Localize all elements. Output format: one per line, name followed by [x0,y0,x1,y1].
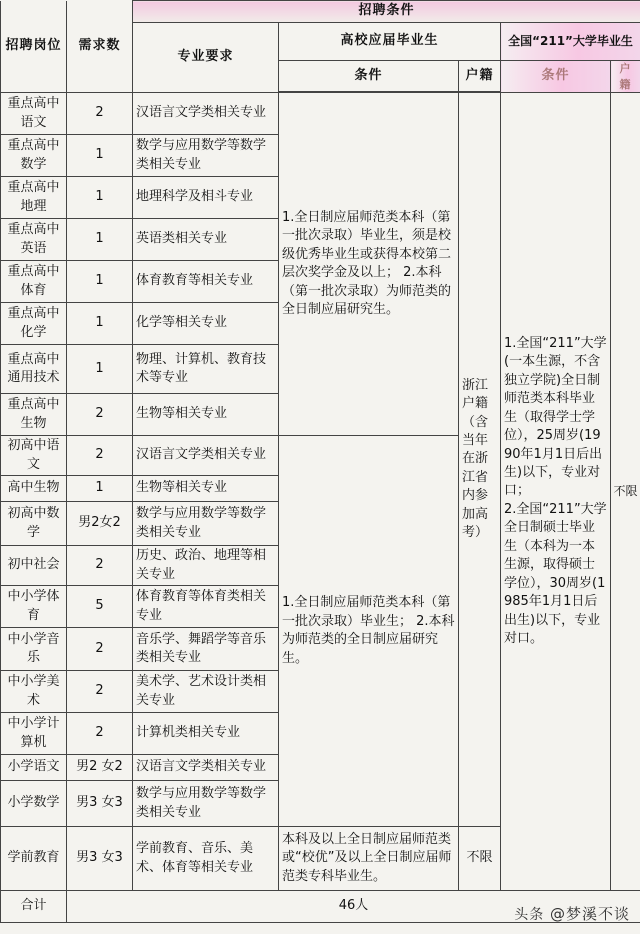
row-post: 重点高中通用技术 [1,345,67,394]
hukou-preschool: 不限 [459,827,501,891]
row-post: 高中生物 [1,476,67,502]
row-post: 重点高中语文 [1,93,67,135]
condition-211: 1.全国“211”大学(一本生源，不含独立学院)全日制师范类本科毕业生（取得学士学位），25周岁(1990年1月1日后出生)以下，专业对口； 2.全国“211”大学全日制硕士毕业生（本科为一本生源，取得硕士学位），30周岁(1985年1月1日后出生)以下，专业对口。 [501,93,611,891]
hukou-zhejiang: 浙江户籍（含当年在浙江省内参加高考） [459,93,501,827]
total-value: 46人 [67,891,640,923]
header-conditions: 招聘条件 [133,1,640,23]
header-211-condition: 条件 [501,61,611,93]
row-count: 2 [67,436,133,476]
row-count: 2 [67,93,133,135]
header-major: 专业要求 [133,23,279,93]
row-post: 初中社会 [1,546,67,586]
row-post: 重点高中化学 [1,303,67,345]
row-major: 数学与应用数学等数学类相关专业 [133,781,279,827]
header-count: 需求数 [67,1,133,93]
row-post: 小学语文 [1,755,67,781]
row-count: 2 [67,394,133,436]
row-count: 1 [67,177,133,219]
row-major: 汉语言文学类相关专业 [133,436,279,476]
row-count: 男2女2 [67,502,133,546]
row-major: 历史、政治、地理等相关专业 [133,546,279,586]
row-major: 学前教育、音乐、美术、体育等相关专业 [133,827,279,891]
row-major: 化学等相关专业 [133,303,279,345]
condition-preschool: 本科及以上全日制应届师范类或“校优”及以上全日制应届师范类专科毕业生。 [279,827,459,891]
condition-group-1: 1.全日制应届师范类本科（第一批次录取）毕业生，须是校级优秀毕业生或获得本校第二层次奖学金及以上； 2.本科（第一批次录取）为师范类的全日制应届研究生。 [279,93,459,436]
row-post: 重点高中数学 [1,135,67,177]
row-post: 中小学音乐 [1,628,67,671]
hukou-211: 不限 [611,93,640,891]
row-count: 5 [67,586,133,628]
row-major: 物理、计算机、教育技术等专业 [133,345,279,394]
row-post: 小学数学 [1,781,67,827]
row-post: 初高中语文 [1,436,67,476]
row-count: 1 [67,261,133,303]
watermark [514,903,630,924]
row-count: 2 [67,713,133,755]
row-post: 重点高中英语 [1,219,67,261]
header-post: 招聘岗位 [1,1,67,93]
row-post: 重点高中地理 [1,177,67,219]
header-condition: 条件 [279,61,459,92]
row-post: 重点高中体育 [1,261,67,303]
row-count: 1 [67,135,133,177]
row-count: 2 [67,546,133,586]
row-post: 中小学计算机 [1,713,67,755]
row-major: 生物等相关专业 [133,476,279,502]
header-graduates: 高校应届毕业生 [279,23,501,61]
row-count: 男3 女3 [67,827,133,891]
row-count: 1 [67,476,133,502]
watermark-prefix: 头条 [514,907,545,923]
row-major: 计算机类相关专业 [133,713,279,755]
row-major: 英语类相关专业 [133,219,279,261]
row-post: 中小学美术 [1,671,67,713]
row-count: 2 [67,628,133,671]
row-count: 男2 女2 [67,755,133,781]
row-major: 音乐学、舞蹈学等音乐类相关专业 [133,628,279,671]
total-label: 合计 [1,891,67,923]
row-post: 重点高中生物 [1,394,67,436]
row-major: 体育教育等体育类相关专业 [133,586,279,628]
row-count: 男3 女3 [67,781,133,827]
row-major: 数学与应用数学等数学类相关专业 [133,135,279,177]
row-major: 地理科学及相斗专业 [133,177,279,219]
condition-group-2: 1.全日制应届师范类本科（第一批次录取）毕业生； 2.本科为师范类的全日制应届研究生。 [279,436,459,827]
row-major: 生物等相关专业 [133,394,279,436]
row-count: 1 [67,219,133,261]
row-post: 初高中数学 [1,502,67,546]
row-post: 中小学体育 [1,586,67,628]
row-count: 2 [67,671,133,713]
row-post: 学前教育 [1,827,67,891]
header-hukou: 户籍 [459,61,501,92]
row-major: 体育教育等相关专业 [133,261,279,303]
header-211-hukou: 户籍 [611,61,640,93]
row-major: 美术学、艺术设计类相关专业 [133,671,279,713]
row-count: 1 [67,303,133,345]
row-major: 汉语言文学类相关专业 [133,93,279,135]
row-major: 数学与应用数学等数学类相关专业 [133,502,279,546]
header-211-graduates: 全国“211”大学毕业生 [501,23,640,61]
watermark-account: @梦溪不谈 [549,905,630,923]
row-count: 1 [67,345,133,394]
row-major: 汉语言文学类相关专业 [133,755,279,781]
